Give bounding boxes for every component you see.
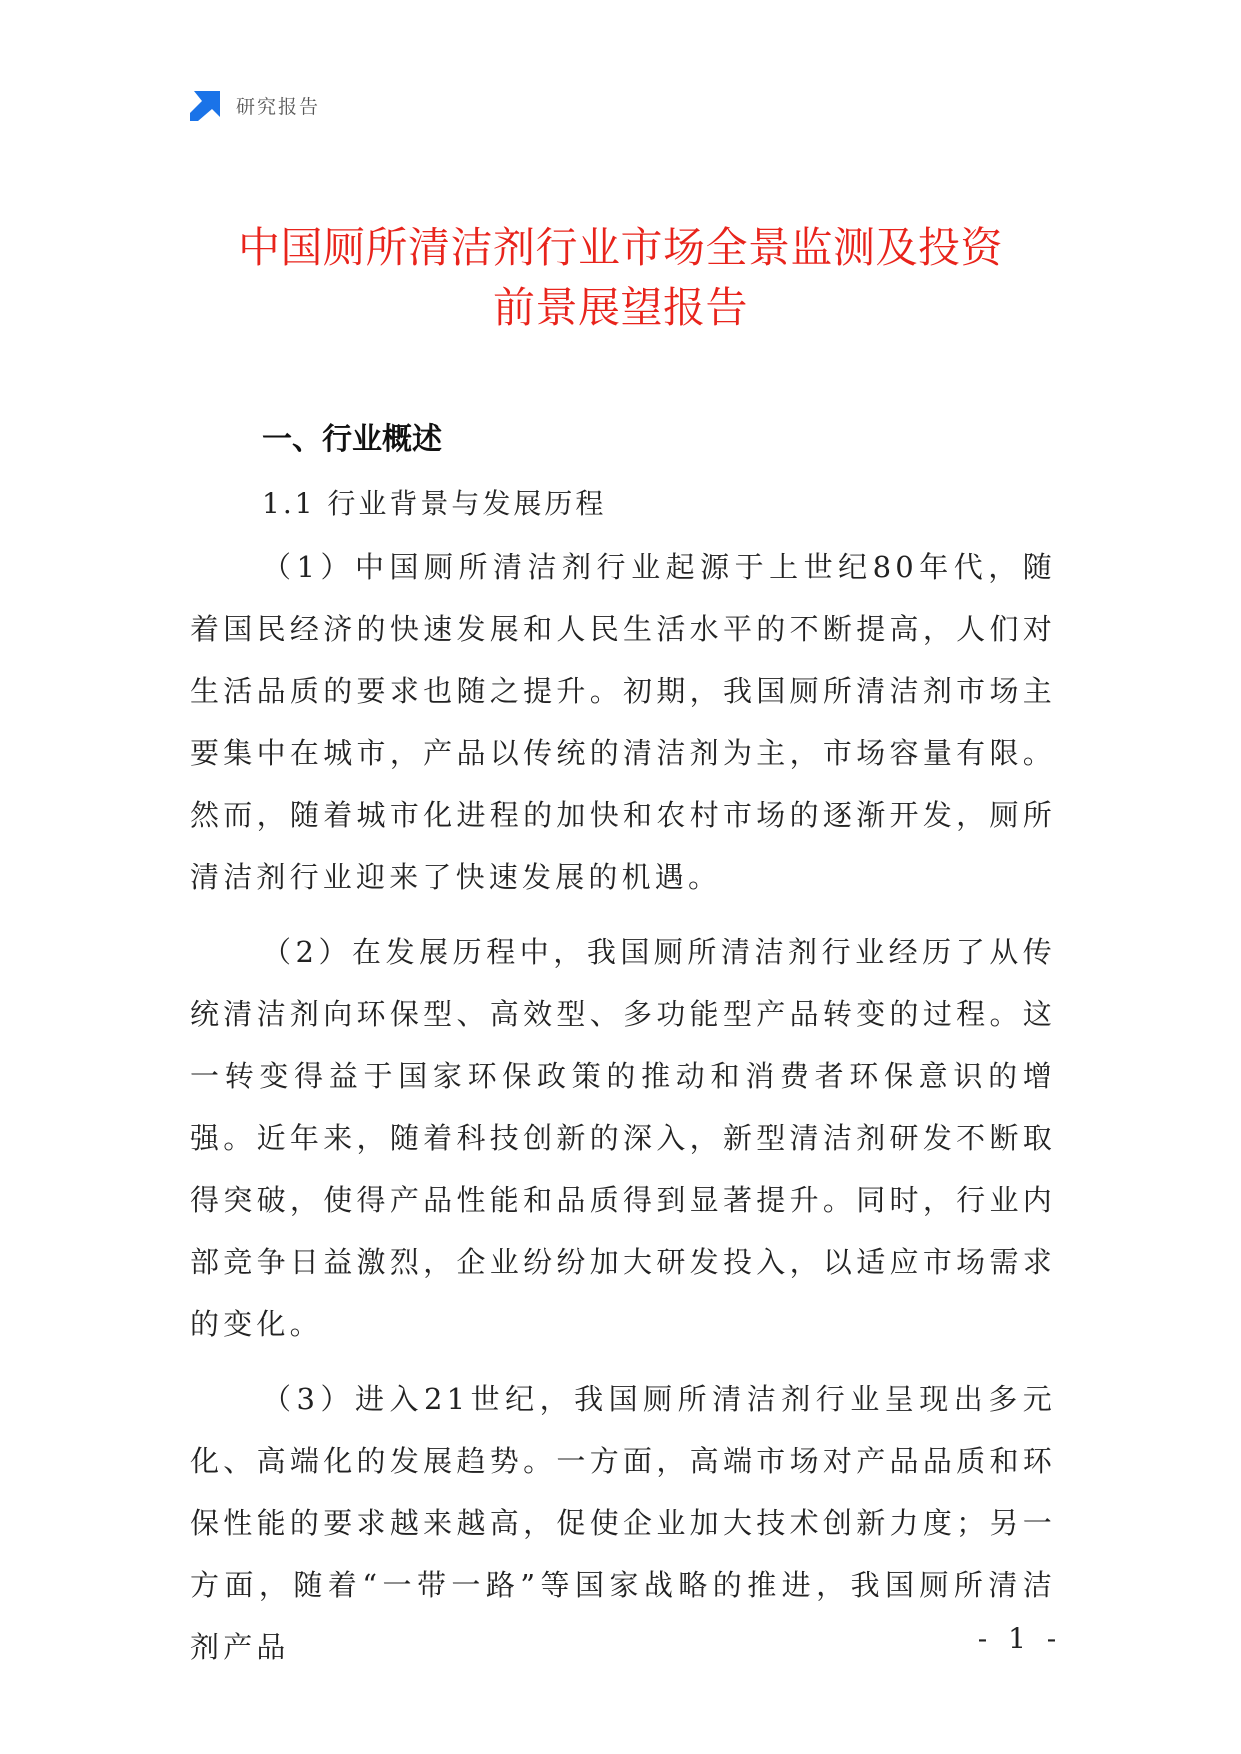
- paragraph-2: （2）在发展历程中，我国厕所清洁剂行业经历了从传统清洁剂向环保型、高效型、多功能型产品转变的过程。这一转变得益于国家环保政策的推动和消费者环保意识的增强。近年来，随着科技创新的深入，新型清洁剂研发不断取得突破，使得产品性能和品质得到显著提升。同时，行业内部竞争日益激烈，企业纷纷加大研发投入，以适应市场需求的变化。: [190, 935, 1056, 1341]
- paragraph-1: （1）中国厕所清洁剂行业起源于上世纪80年代，随着国民经济的快速发展和人民生活水平的不断提高，人们对生活品质的要求也随之提升。初期，我国厕所清洁剂市场主要集中在城市，产品以传统的清洁剂为主，市场容量有限。然而，随着城市化进程的加快和农村市场的逐渐开发，厕所清洁剂行业迎来了快速发展的机遇。: [190, 550, 1056, 894]
- header-label: 研究报告: [236, 95, 321, 118]
- page-number: - 1 -: [977, 1622, 1063, 1655]
- subsection-heading: 1.1 行业背景与发展历程: [262, 487, 607, 520]
- title-line-1: 中国厕所清洁剂行业市场全景监测及投资: [237, 223, 1003, 272]
- title-line-2: 前景展望报告: [492, 283, 748, 332]
- arrow-up-right-icon: [190, 89, 222, 121]
- report-header: [190, 88, 320, 122]
- page-title: [150, 218, 1091, 338]
- section-heading: 一、行业概述: [262, 422, 442, 457]
- body-text: [190, 536, 1056, 1691]
- paragraph-3: （3）进入21世纪，我国厕所清洁剂行业呈现出多元化、高端化的发展趋势。一方面，高端市场对产品品质和环保性能的要求越来越高，促使企业加大技术创新力度；另一方面，随着“一带一路”等国家战略的推进，我国厕所清洁剂产品: [190, 1382, 1056, 1664]
